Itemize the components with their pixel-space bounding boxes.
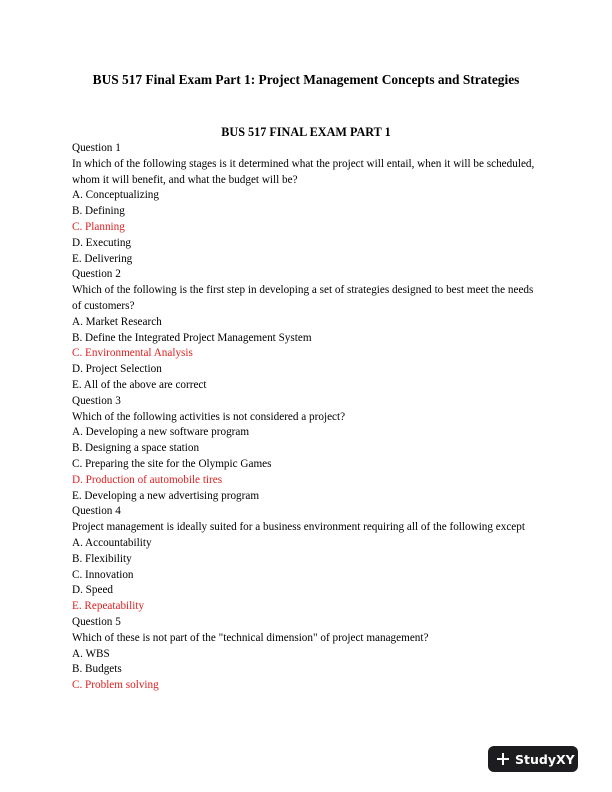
correct-answer-option: C. Planning	[72, 220, 125, 233]
exam-subtitle: BUS 517 FINAL EXAM PART 1	[221, 125, 391, 139]
answer-option: A. Accountability	[72, 536, 152, 549]
answer-option: D. Project Selection	[72, 363, 162, 376]
question-label: Question 1	[72, 142, 121, 154]
answer-option: B. Budgets	[72, 663, 122, 676]
answer-option: C. Innovation	[72, 568, 134, 581]
plus-icon	[497, 753, 509, 765]
answer-option: B. Define the Integrated Project Management System	[72, 331, 312, 344]
question-label: Question 2	[72, 268, 121, 281]
question-label: Question 4	[72, 505, 121, 518]
correct-answer-option: C. Environmental Analysis	[72, 347, 193, 360]
studyxy-badge[interactable]	[488, 746, 578, 772]
answer-option: B. Defining	[72, 205, 125, 218]
answer-option: A. WBS	[72, 647, 110, 660]
question-label: Question 5	[72, 615, 121, 628]
answer-option: E. Developing a new advertising program	[72, 489, 260, 502]
answer-option: B. Flexibility	[72, 552, 132, 565]
answer-option: A. Market Research	[72, 315, 162, 328]
question-text: In which of the following stages is it determined what the project will entail, when it will be scheduled, whom it will benefit, and what the budget will be?	[72, 157, 535, 186]
answer-option: A. Conceptualizing	[72, 189, 159, 202]
answer-option: C. Preparing the site for the Olympic Games	[72, 457, 272, 470]
document-title: BUS 517 Final Exam Part 1: Project Management Concepts and Strategies	[92, 72, 520, 87]
correct-answer-option: C. Problem solving	[72, 679, 159, 692]
brand-name: StudyXY	[515, 751, 575, 767]
question-text: Which of the following activities is not considered a project?	[72, 410, 346, 423]
correct-answer-option: D. Production of automobile tires	[72, 473, 223, 486]
answer-option: D. Executing	[72, 236, 132, 249]
question-label: Question 3	[72, 394, 121, 407]
correct-answer-option: E. Repeatability	[72, 600, 145, 613]
answer-option: E. All of the above are correct	[72, 378, 207, 391]
question-text: Which of these is not part of the "technical dimension" of project management?	[72, 631, 429, 644]
answer-option: B. Designing a space station	[72, 442, 200, 455]
answer-option: D. Speed	[72, 584, 114, 597]
answer-option: A. Developing a new software program	[72, 426, 250, 439]
answer-option: E. Delivering	[72, 252, 133, 265]
question-text: Project management is ideally suited for a business environment requiring all of the following except	[72, 521, 525, 534]
question-list	[72, 141, 542, 694]
question-text: Which of the following is the first step in developing a set of strategies designed to best meet the needs of customers?	[72, 284, 534, 312]
